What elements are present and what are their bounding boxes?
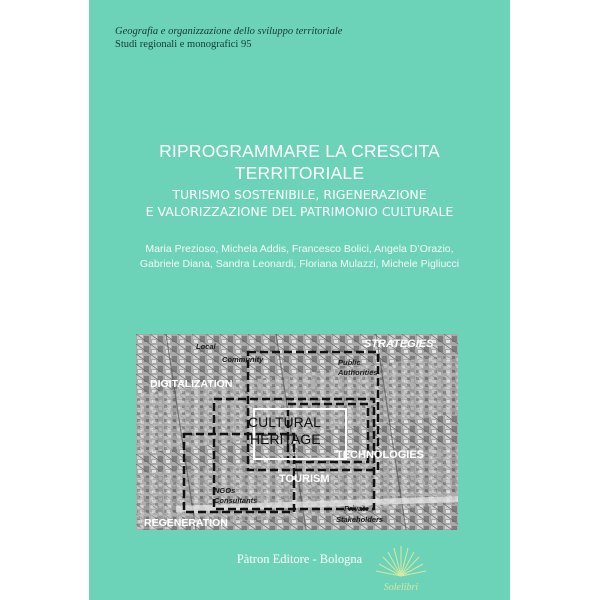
label-ngos-2: Consultants	[214, 496, 258, 505]
publisher: Pàtron Editore - Bologna	[236, 552, 363, 566]
label-tourism: TOURISM	[279, 473, 330, 485]
series-number: Studi regionali e monografici 95	[115, 39, 252, 50]
label-local-community-2: Community	[222, 355, 264, 364]
title-line-2: TERRITORIALE	[234, 163, 365, 183]
label-digitalization: DIGITALIZATION	[150, 378, 233, 390]
label-regeneration: REGENERATION	[144, 517, 228, 529]
label-private-2: Stakeholders	[336, 515, 384, 524]
label-cultural: CULTURAL	[248, 414, 321, 430]
authors-line-1: Maria Prezioso, Michela Addis, Francesco Bolici, Angela D’Orazio,	[145, 243, 454, 255]
label-local-community-1: Local	[196, 342, 216, 351]
label-public-authorities-1: Public	[338, 358, 361, 367]
label-private-1: Private	[344, 504, 370, 513]
book-title	[89, 140, 510, 184]
city-map-diagram	[136, 334, 458, 530]
label-technologies: TECHNOLOGIES	[336, 449, 425, 461]
subtitle-line-2: E VALORIZZAZIONE DEL PATRIMONIO CULTURALE	[145, 204, 454, 219]
label-public-authorities-2: Authorities	[338, 368, 378, 377]
authors	[89, 242, 510, 272]
label-strategies: STRATEGIES	[364, 338, 434, 350]
title-line-1: RIPROGRAMMARE LA CRESCITA	[159, 141, 440, 161]
book-cover	[89, 0, 510, 600]
cover-figure	[136, 334, 458, 530]
solelibri-logo	[361, 538, 441, 598]
label-ngos-1: NGOs	[214, 486, 236, 495]
logo-text: Solelibri	[383, 582, 419, 593]
series-name: Geografia e organizzazione dello sviluppo territoriale	[115, 26, 343, 37]
authors-line-2: Gabriele Diana, Sandra Leonardi, Floriana Mulazzi, Michele Pigliucci	[139, 258, 460, 270]
sun-rays-icon	[376, 546, 426, 576]
series-info	[115, 25, 342, 51]
subtitle-line-1: TURISMO SOSTENIBILE, RIGENERAZIONE	[172, 187, 427, 202]
label-heritage: HERITAGE	[250, 431, 321, 447]
book-subtitle	[89, 186, 510, 220]
